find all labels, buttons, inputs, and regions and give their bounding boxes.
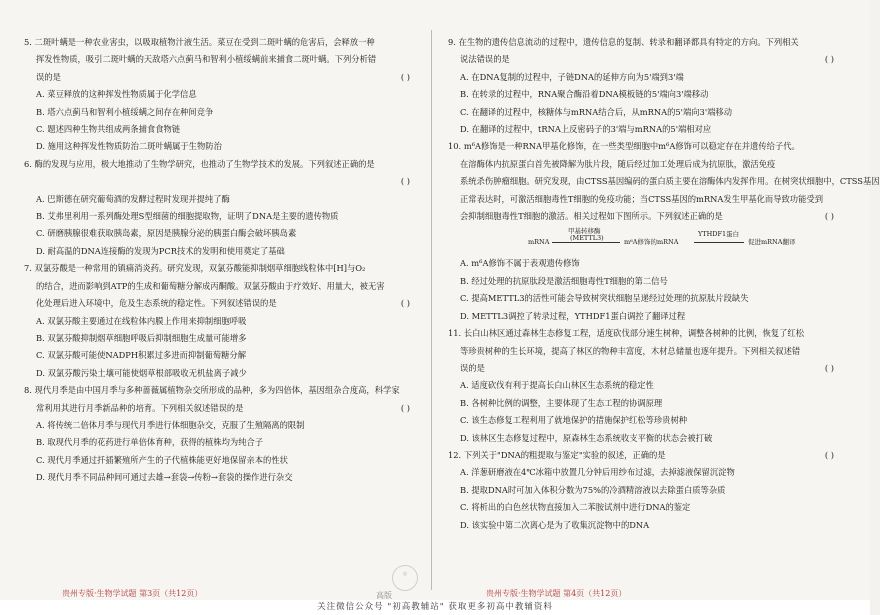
answer-bracket: ( ) [824,211,834,222]
right-column [448,34,880,534]
left-column [24,34,412,487]
q11-stem-line: 11. 长白山林区通过森林生态修复工程，适度砍伐部分速生树种，调整各树种的比例，恢复了红松 [448,328,805,339]
diagram-enzyme-label: 甲基转移酶 [568,227,601,236]
q8-stem-tail: 常利用其进行月季新品种的培育。下列相关叙述错误的是 [36,402,244,413]
q10-option-c: C. 提高METTL3的活性可能会导致树突状细胞呈递经过处理的抗原肽片段缺失 [460,293,749,304]
q11-stem-line: 等珍贵树种的生长环境，提高了林区的物种丰富度，木材总储量也逐年提升。下列相关叙述错 [460,345,801,356]
page-footer-mid: 高版 [376,591,392,600]
q10-stem-line: 正常表达时，可激活细胞毒性T细胞的免疫功能；当CTSS基因的mRNA发生甲基化而导致功能受到 [460,193,823,204]
q5-stem-line: 5. 二斑叶螨是一种农业害虫，以吸取植物汁液生活。菜豆在受到二斑叶螨的危害后，会释放一种 [24,37,375,47]
q10-option-d: D. METTL3调控了转录过程，YTHDF1蛋白调控了翻译过程 [460,310,686,321]
q8-stem-line: 8. 现代月季是由中国月季与多种蔷薇属植物杂交所形成的品种，多为四倍体，基因组杂合度高，科学家 [24,385,400,396]
question-11 [448,325,836,447]
q9-stem-line: 9. 在生物的遗传信息流动的过程中，遗传信息的复制、转录和翻译都具有特定的方向。下列相关 [448,37,799,47]
q12-stem-text: 12. 下列关于"DNA的粗提取与鉴定"实验的叙述，正确的是 [448,449,666,460]
q6-bracket-line [24,173,412,190]
diagram-node-translation: 促进mRNA翻译 [748,238,796,247]
q5-stem-tail: 误的是 [36,71,61,82]
q5-stem-line [24,69,412,86]
q6-option-b: B. 艾弗里利用一系列酶处理S型细菌的细胞提取物，证明了DNA是主要的遗传物质 [36,211,339,222]
q8-option-d: D. 现代月季不同品种间可通过去雄→套袋→传粉→套袋的操作进行杂交 [36,472,293,483]
q7-option-d: D. 双氯芬酸污染土壤可能使烟草根部吸收无机盐离子减少 [36,367,247,378]
question-7 [24,260,412,382]
q10-stem-tail: 会抑制细胞毒性T细胞的激活。相关过程如下图所示。下列叙述正确的是 [460,211,723,222]
q9-option-b: B. 在转录的过程中，RNA聚合酶沿着DNA模板链的5'端向3'端移动 [460,89,709,100]
q5-stem-line: 挥发性物质，吸引二斑叶螨的天敌塔六点蓟马和智利小植绥螨前来捕食二斑叶螨。下列分析错 [36,54,377,65]
q11-option-c: C. 该生态修复工程利用了就地保护的措施保护红松等珍贵树种 [460,415,688,426]
question-6 [24,156,412,260]
answer-bracket: ( ) [400,176,410,187]
promo-banner: 关注微信公众号 "初高教辅站" 获取更多初高中教辅资料 [0,600,870,615]
question-8 [24,382,412,486]
answer-bracket: ( ) [824,449,834,460]
diagram-ythdf1-label: YTHDF1蛋白 [698,230,740,239]
q8-option-c: C. 现代月季通过扦插繁殖所产生的子代植株能更好地保留亲本的性状 [36,454,288,465]
diagram-node-m6a-mrna: m⁶A修饰的mRNA [624,238,679,247]
page-footer-left: 贵州专版·生物学试题 第3页（共12页） [62,589,203,598]
q10-option-b: B. 经过处理的抗原肽段是激活细胞毒性T细胞的第二信号 [460,275,668,286]
q11-option-d: D. 该林区生态修复过程中，原森林生态系统收支平衡的状态会被打破 [460,432,713,443]
q9-option-c: C. 在翻译的过程中，核糖体与mRNA结合后，从mRNA的5'端向3'端移动 [460,106,733,117]
q6-option-a: A. 巴斯德在研究葡萄酒的发酵过程时发现并提纯了酶 [36,193,230,204]
methylation-pathway-diagram [528,227,836,253]
q9-stem-tail: 说法错误的是 [460,54,510,65]
question-5 [24,34,412,156]
q9-option-a: A. 在DNA复制的过程中，子链DNA的延伸方向为5'端到3'端 [460,71,684,82]
q8-option-a: A. 将传统二倍体月季与现代月季进行体细胞杂交，克服了生殖隔离的限制 [36,419,305,430]
q6-stem-line: 6. 酶的发现与应用，极大地推动了生物学研究，也推动了生物学技术的发展。下列叙述正确的是 [24,158,375,169]
q11-stem-tail: 误的是 [460,362,485,373]
q11-option-b: B. 各树种比例的调整，主要体现了生态工程的协调原理 [460,397,663,408]
q7-stem-line: 的结合，进而影响到ATP的生成和葡萄糖分解成丙酮酸。双氯芬酸由于疗效好、用量大，被无害 [36,280,385,291]
question-10 [448,138,880,325]
q7-option-a: A. 双氯芬酸主要通过在线粒体内膜上作用来抑制细胞呼吸 [36,315,247,326]
q8-option-b: B. 取现代月季的花药进行单倍体育种，获得的植株均为纯合子 [36,437,264,448]
q12-option-a: A. 洋葱研磨液在4℃冰箱中放置几分钟后用纱布过滤，去掉滤液保留沉淀物 [460,467,735,478]
q11-option-a: A. 适度砍伐有利于提高长白山林区生态系统的稳定性 [460,380,654,391]
answer-bracket: ( ) [400,71,410,82]
q5-option-b: B. 塔六点蓟马和智利小植绥螨之间存在种间竞争 [36,106,214,117]
stamp-seal-icon: ◎ [392,565,418,591]
q7-stem-tail: 化处理后进入环境中，危及生态系统的稳定性。下列叙述错误的是 [36,298,277,309]
q7-stem-line: 7. 双氯芬酸是一种常用的镇痛消炎药。研究发现，双氯芬酸能抑制烟草细胞线粒体中[H]与O₂ [24,263,366,274]
column-divider [431,30,432,590]
q9-stem-line [448,51,836,68]
answer-bracket: ( ) [824,54,834,65]
q5-option-a: A. 菜豆释放的这种挥发性物质属于化学信息 [36,89,197,100]
diagram-arrow [552,242,620,243]
q6-option-d: D. 耐高温的DNA连接酶的发现为PCR技术的发明和使用奠定了基础 [36,245,285,256]
q12-stem-line [448,447,836,464]
answer-bracket: ( ) [400,402,410,413]
diagram-node-mrna: mRNA [528,238,550,247]
q10-option-a: A. m⁶A修饰不属于表观遗传修饰 [460,258,580,269]
q5-option-c: C. 题述四种生物共组成两条捕食食物链 [36,124,181,135]
answer-bracket: ( ) [400,298,410,309]
q8-stem-line [24,400,412,417]
q10-stem-line: 系统杀伤肿瘤细胞。研究发现，由CTSS基因编码的蛋白质主要在溶酶体内发挥作用。在树突状细胞中，CTSS基因 [460,176,880,187]
q6-option-c: C. 研磨胰腺很难获取胰岛素，原因是胰腺分泌的胰蛋白酶会破坏胰岛素 [36,228,297,239]
q7-option-c: C. 双氯芬酸可能使NADPH积累过多进而抑制葡萄糖分解 [36,350,246,361]
diagram-arrow [694,242,744,243]
question-12 [448,447,836,534]
diagram-enzyme-sublabel: (METTL3) [570,234,604,243]
q12-option-b: B. 提取DNA时可加入体积分数为75%的冷酒精溶液以去除蛋白质等杂质 [460,484,726,495]
q10-stem-line: 在溶酶体内抗原蛋白首先被降解为肽片段，随后经过加工处理后成为抗原肽，激活免疫 [460,158,776,169]
q12-option-d: D. 该实验中第二次离心是为了收集沉淀物中的DNA [460,519,650,530]
q5-option-d: D. 施用这种挥发性物质防治二斑叶螨属于生物防治 [36,141,222,152]
question-9 [448,34,836,138]
q11-stem-line [448,360,836,377]
q10-stem-line [448,208,836,225]
q9-option-d: D. 在翻译的过程中，tRNA上反密码子的3'端与mRNA的5'端相对应 [460,124,712,135]
page-footer-right: 贵州专版·生物学试题 第4页（共12页） [486,589,627,598]
answer-bracket: ( ) [824,362,834,373]
q7-stem-line [24,295,412,312]
q7-option-b: B. 双氯芬酸抑制烟草细胞呼吸后抑制细胞生成量可能增多 [36,332,247,343]
q12-option-c: C. 将析出的白色丝状物直接加入二苯胺试剂中进行DNA的鉴定 [460,502,691,513]
q10-stem-line: 10. m⁶A修饰是一种RNA甲基化修饰，在一些类型细胞中m⁶A修饰可以稳定存在并遗传给子代。 [448,141,800,152]
